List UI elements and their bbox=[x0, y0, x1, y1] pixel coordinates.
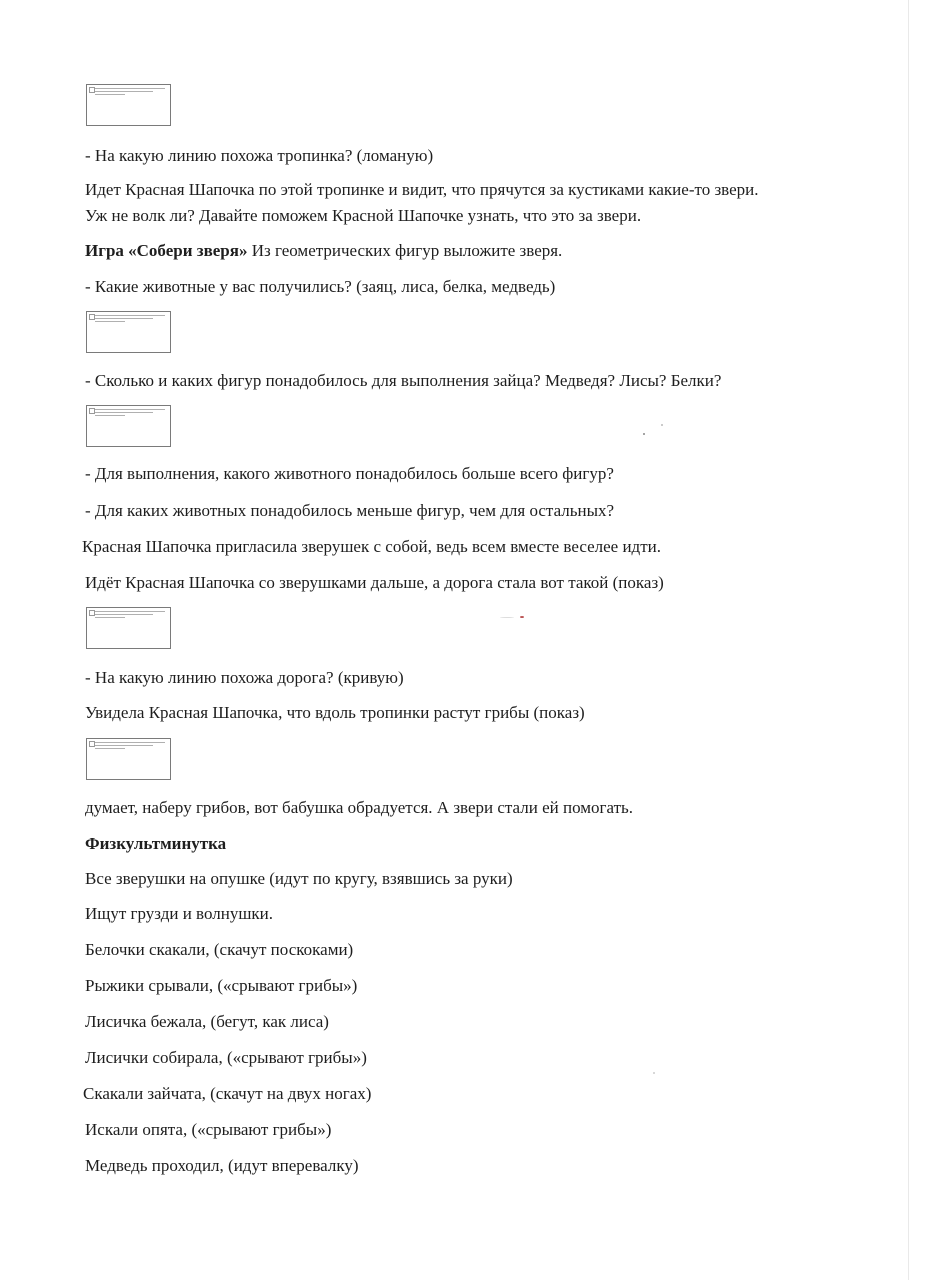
scan-speck bbox=[661, 424, 663, 426]
image-placeholder-1 bbox=[86, 84, 171, 126]
game-instruction bbox=[85, 241, 562, 261]
mushrooms-line: Увидела Красная Шапочка, что вдоль тропинки растут грибы (показ) bbox=[85, 703, 585, 722]
poem-line-8: Искали опята, («срывают грибы») bbox=[85, 1120, 332, 1139]
story-paragraph-line-1: Идет Красная Шапочка по этой тропинке и видит, что прячутся за кустиками какие-то звери. bbox=[85, 180, 759, 199]
question-least-figures: - Для каких животных понадобилось меньше фигур, чем для остальных? bbox=[85, 501, 615, 520]
fizkult-heading bbox=[85, 834, 226, 854]
scan-edge-line bbox=[908, 0, 909, 1280]
question-path-line: - На какую линию похожа тропинка? (ломаную) bbox=[85, 146, 434, 165]
poem-line-1: Все зверушки на опушке (идут по кругу, взявшись за руки) bbox=[85, 869, 513, 888]
scan-speck bbox=[643, 433, 645, 435]
image-placeholder-4 bbox=[86, 607, 171, 649]
image-placeholder-5 bbox=[86, 738, 171, 780]
image-placeholder-2 bbox=[86, 311, 171, 353]
poem-line-9: Медведь проходил, (идут вперевалку) bbox=[85, 1156, 359, 1175]
question-road: - На какую линию похожа дорога? (кривую) bbox=[85, 668, 404, 687]
poem-line-4: Рыжики срывали, («срывают грибы») bbox=[85, 976, 358, 995]
poem-line-2: Ищут грузди и волнушки. bbox=[85, 904, 274, 923]
poem-line-7: Скакали зайчата, (скачут на двух ногах) bbox=[83, 1084, 372, 1103]
road-line: Идёт Красная Шапочка со зверушками дальше, а дорога стала вот такой (показ) bbox=[85, 573, 664, 592]
poem-line-5: Лисичка бежала, (бегут, как лиса) bbox=[85, 1012, 329, 1031]
game-title: Игра «Собери зверя» bbox=[85, 241, 248, 260]
scan-speck bbox=[520, 616, 524, 618]
image-placeholder-3 bbox=[86, 405, 171, 447]
poem-line-6: Лисички собирала, («срывают грибы») bbox=[85, 1048, 367, 1067]
story-paragraph-line-2: Уж не волк ли? Давайте поможем Красной Шапочке узнать, что это за звери. bbox=[85, 206, 642, 225]
fizkult-title: Физкультминутка bbox=[85, 834, 227, 853]
game-text: Из геометрических фигур выложите зверя. bbox=[247, 241, 563, 260]
question-animals: - Какие животные у вас получились? (заяц, лиса, белка, медведь) bbox=[85, 277, 556, 296]
scan-speck bbox=[653, 1072, 655, 1074]
question-figures: - Сколько и каких фигур понадобилось для выполнения зайца? Медведя? Лисы? Белки? bbox=[85, 371, 722, 390]
invite-line: Красная Шапочка пригласила зверушек с собой, ведь всем вместе веселее идти. bbox=[82, 537, 661, 556]
thinks-line: думает, наберу грибов, вот бабушка обрадуется. А звери стали ей помогать. bbox=[85, 798, 634, 817]
scan-speck bbox=[500, 617, 514, 618]
question-most-figures: - Для выполнения, какого животного понадобилось больше всего фигур? bbox=[85, 464, 614, 483]
poem-line-3: Белочки скакали, (скачут поскоками) bbox=[85, 940, 354, 959]
